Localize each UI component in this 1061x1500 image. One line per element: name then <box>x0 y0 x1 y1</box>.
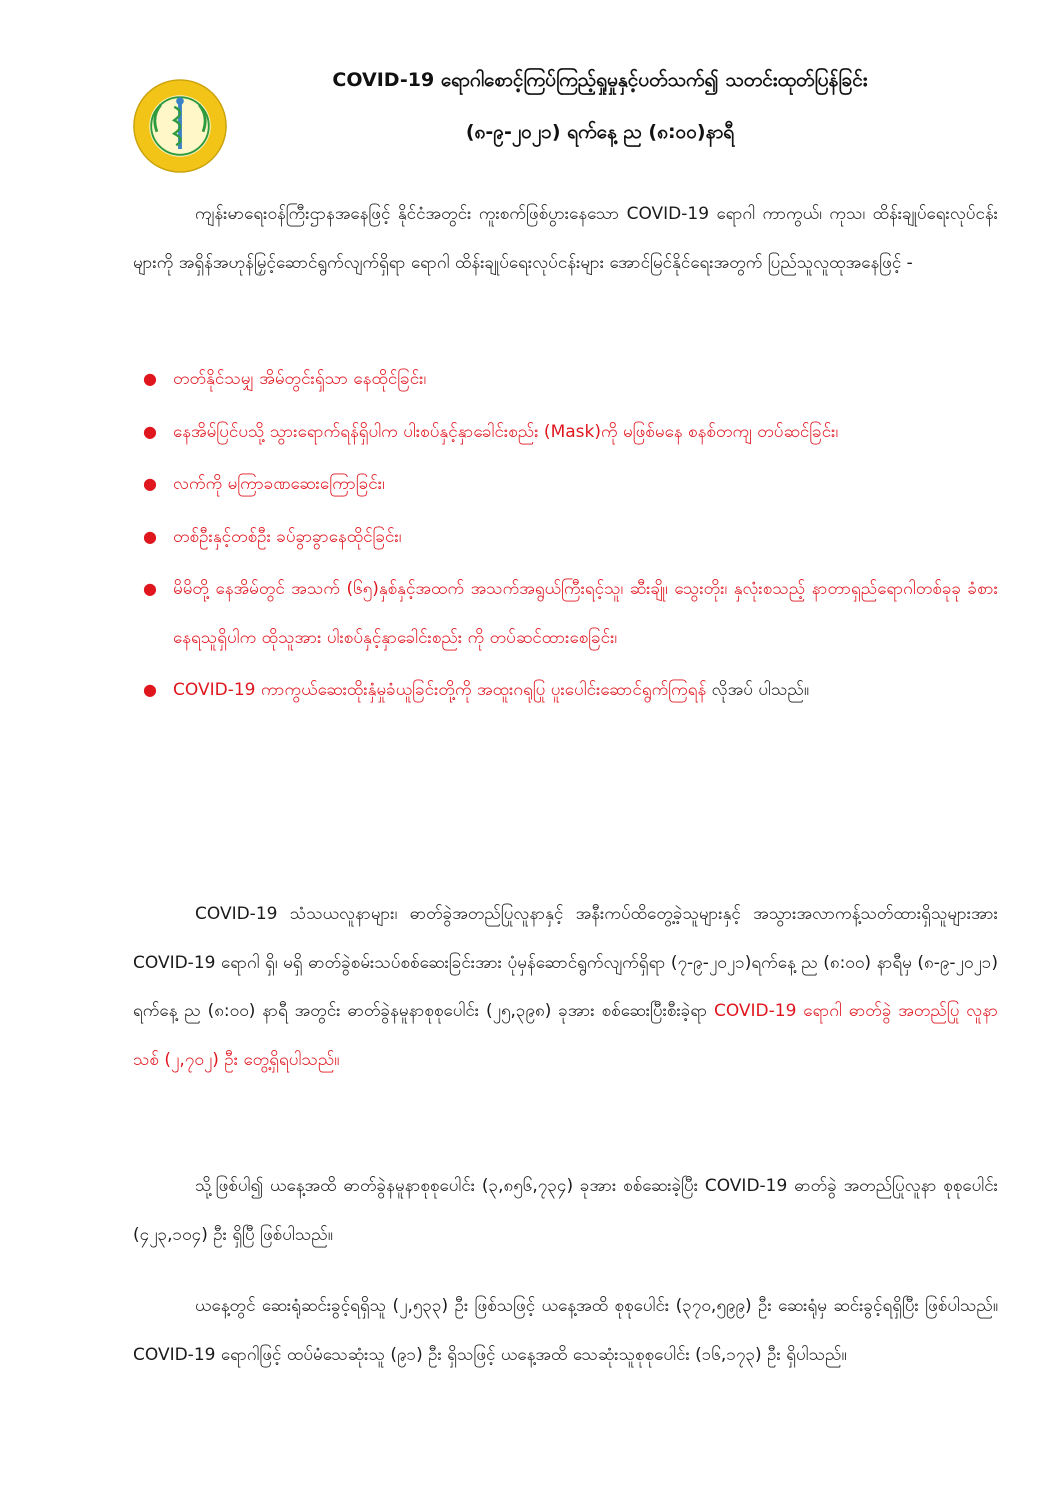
bullet-icon: ● <box>143 680 157 699</box>
list-item: ● တစ်ဦးနှင့်တစ်ဦး ခပ်ခွာခွာနေထိုင်ခြင်း၊ <box>133 513 998 562</box>
list-item: ● နေအိမ်ပြင်ပသို့ သွားရောက်ရန်ရှိပါက ပါးစပ်နှင့်နှာခေါင်းစည်း (Mask)ကို မဖြစ်မနေ စနစ်တကျ တပ်ဆင်ခြင်း၊ <box>133 408 998 457</box>
intro-paragraph: ကျန်းမာရေးဝန်ကြီးဌာနအနေဖြင့် နိုင်ငံအတွင်း ကူးစက်ဖြစ်ပွားနေသော COVID-19 ရောဂါ ကာကွယ်၊ ကုသ၊ ထိန်းချုပ်ရေးလုပ်ငန်းများကို အရှိန်အဟုန်မြှင့်ဆောင်ရွက်လျက်ရှိရာ ရောဂါ ထိန်းချုပ်ရေးလုပ်ငန်းများ အောင်မြင်နိုင်ရေးအတွက် ပြည်သူလူထုအနေဖြင့် - <box>133 204 998 273</box>
press-release-title: COVID-19 ရောဂါစောင့်ကြပ်ကြည့်ရှုမှုနှင့်ပတ်သက်၍ သတင်းထုတ်ပြန်ခြင်း <box>332 69 868 91</box>
totals-paragraph: သို့ဖြစ်ပါ၍ ယနေ့အထိ ဓာတ်ခွဲနမူနာစုစုပေါင်း (၃,၈၅၆,၇၃၄) ခုအား စစ်ဆေးခဲ့ပြီး COVID-19 ဓာတ်ခွဲ အတည်ပြုလူနာ စုစုပေါင်း (၄၂၃,၁၀၄) ဦး ရှိပြီ ဖြစ်ပါသည်။ <box>133 1176 998 1245</box>
list-item: ● လက်ကို မကြာခဏဆေးကြောခြင်း၊ <box>133 460 998 509</box>
ministry-of-health-logo <box>132 78 228 174</box>
bullet-icon: ● <box>143 526 157 546</box>
list-item: ● COVID-19 ကာကွယ်ဆေးထိုးနှံမှုခံယူခြင်းတို့ကို အထူးဂရုပြု ပူးပေါင်းဆောင်ရွက်ကြရန် လိုအပ် ပါသည်။ <box>133 666 998 715</box>
new-cases-highlight: COVID-19 ရောဂါ ဓာတ်ခွဲ အတည်ပြု လူနာသစ် (၂,၇၀၂) ဦး တွေ့ရှိရပါသည်။ <box>133 1001 998 1070</box>
bullet-icon: ● <box>143 369 157 388</box>
guideline-list <box>133 355 998 715</box>
bullet-icon: ● <box>143 474 157 493</box>
list-item: ● တတ်နိုင်သမျှ အိမ်တွင်းၡ်သာ နေထိုင်ခြင်း၊ <box>133 355 998 404</box>
press-release-datetime: (၈-၉-၂၀၂၁) ရက်နေ့ ည (၈:၀၀)နာရီ <box>465 121 735 143</box>
recovery-deaths-paragraph: ယနေ့တွင် ဆေးရုံဆင်းခွင့်ရရှိသူ (၂,၅၃၃) ဦး ဖြစ်သဖြင့် ယနေ့အထိ စုစုပေါင်း (၃၇၀,၅၉၉) ဦး ဆေးရုံမှ ဆင်းခွင့်ရရှိပြီး ဖြစ်ပါသည်။ COVID-19 ရောဂါဖြင့် ထပ်မံသေဆုံးသူ (၉၁) ဦး ရှိသဖြင့် ယနေ့အထိ သေဆုံးသူစုစုပေါင်း (၁၆,၁၇၃) ဦး ရှိပါသည်။ <box>133 1296 998 1365</box>
bullet-icon: ● <box>143 579 157 598</box>
bullet-icon: ● <box>143 421 157 441</box>
testing-paragraph: COVID-19 သံသယလူနာများ၊ ဓာတ်ခွဲအတည်ပြုလူနာနှင့် အနီးကပ်ထိတွေ့ခဲ့သူများနှင့် အသွားအလာကန့်သတ်ထားရှိသူများအား COVID-19 ရောဂါ ရှိ၊ မရှိ ဓာတ်ခွဲစမ်းသပ်စစ်ဆေးခြင်းအား ပုံမှန်ဆောင်ရွက်လျက်ရှိရာ (၇-၉-၂၀၂၁)ရက်နေ့ ည (၈:၀၀) နာရီမှ (၈-၉-၂၀၂၁) ရက်နေ့ ည (၈:၀၀) နာရီ အတွင်း ဓာတ်ခွဲနမူနာစုစုပေါင်း (၂၅,၃၉၈) ခုအား စစ်ဆေးပြီးစီးခဲ့ရာ COVID-19 ရောဂါ ဓာတ်ခွဲ အတည်ပြု လူနာသစ် (၂,၇၀၂) ဦး တွေ့ရှိရပါသည်။ <box>133 904 998 1070</box>
list-item: ● မိမိတို့ နေအိမ်တွင် အသက် (၆၅)နှစ်နှင့်အထက် အသက်အရွယ်ကြီးရင့်သူ၊ ဆီးချို၊ သွေးတိုး၊ နှလုံးစသည့် နာတာရှည်ရောဂါတစ်ခုခု ခံစားနေရသူရှိပါက ထိုသူအား ပါးစပ်နှင့်နှာခေါင်းစည်း ကို တပ်ဆင်ထားစေခြင်း၊ <box>133 565 998 662</box>
